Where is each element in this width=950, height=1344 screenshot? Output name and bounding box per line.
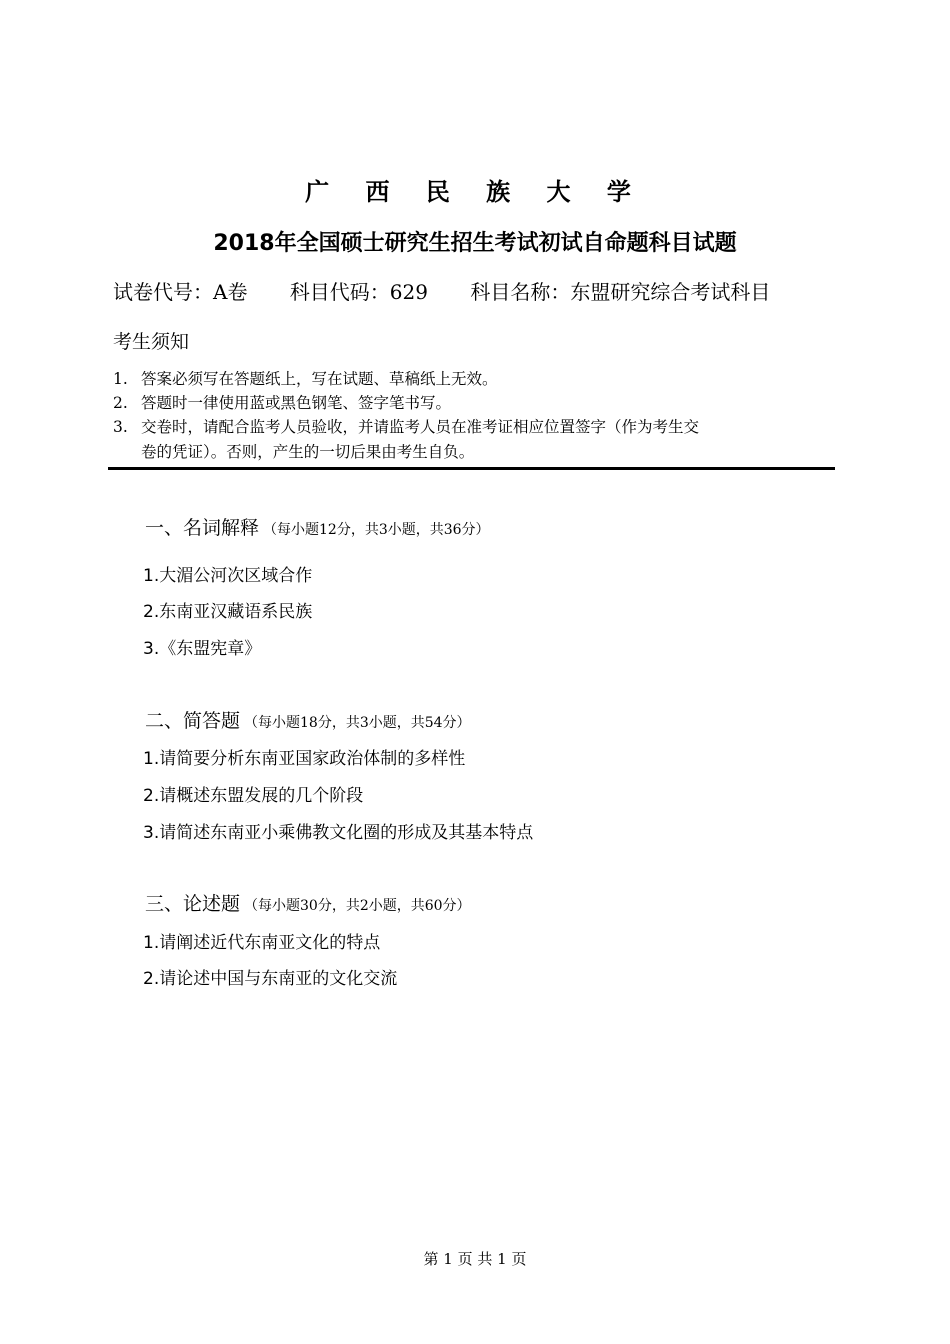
subject-code: 科目代码：629 bbox=[289, 280, 428, 304]
question-item: 2.东南亚汉藏语系民族 bbox=[143, 602, 313, 622]
subject-name: 科目名称：东盟研究综合考试科目 bbox=[470, 280, 771, 304]
paper-code: 试卷代号：A卷 bbox=[113, 280, 248, 304]
question-item: 3.《东盟宪章》 bbox=[143, 639, 262, 659]
question-item: 2.请概述东盟发展的几个阶段 bbox=[143, 786, 364, 806]
question-item: 1.大湄公河次区域合作 bbox=[143, 566, 313, 586]
notice-item: 1. 答案必须写在答题纸上，写在试题、草稿纸上无效。 bbox=[113, 370, 498, 388]
notice-title: 考生须知 bbox=[113, 331, 190, 353]
divider-line bbox=[108, 467, 835, 470]
question-item: 1.请简要分析东南亚国家政治体制的多样性 bbox=[143, 749, 466, 769]
question-item: 2.请论述中国与东南亚的文化交流 bbox=[143, 969, 398, 989]
notice-item: 3. 交卷时，请配合监考人员验收，并请监考人员在准考证相应位置签字（作为考生交 bbox=[113, 418, 700, 436]
question-item: 1.请阐述近代东南亚文化的特点 bbox=[143, 933, 381, 953]
section-heading: 三、论述题 （每小题30分，共2小题，共60分） bbox=[145, 893, 471, 915]
section-heading: 一、名词解释 （每小题12分，共3小题，共36分） bbox=[145, 517, 490, 539]
exam-title: 2018年全国硕士研究生招生考试初试自命题科目试题 bbox=[213, 231, 737, 256]
notice-item: 2. 答题时一律使用蓝或黑色钢笔、签字笔书写。 bbox=[113, 394, 452, 412]
question-item: 3.请简述东南亚小乘佛教文化圈的形成及其基本特点 bbox=[143, 823, 534, 843]
exam-meta bbox=[113, 276, 770, 305]
section-heading: 二、简答题 （每小题18分，共3小题，共54分） bbox=[145, 710, 471, 732]
notice-item-continuation: 卷的凭证）。否则，产生的一切后果由考生自负。 bbox=[141, 443, 475, 461]
page-number: 第 1 页 共 1 页 bbox=[423, 1250, 527, 1268]
university-name: 广 西 民 族 大 学 bbox=[305, 178, 645, 206]
